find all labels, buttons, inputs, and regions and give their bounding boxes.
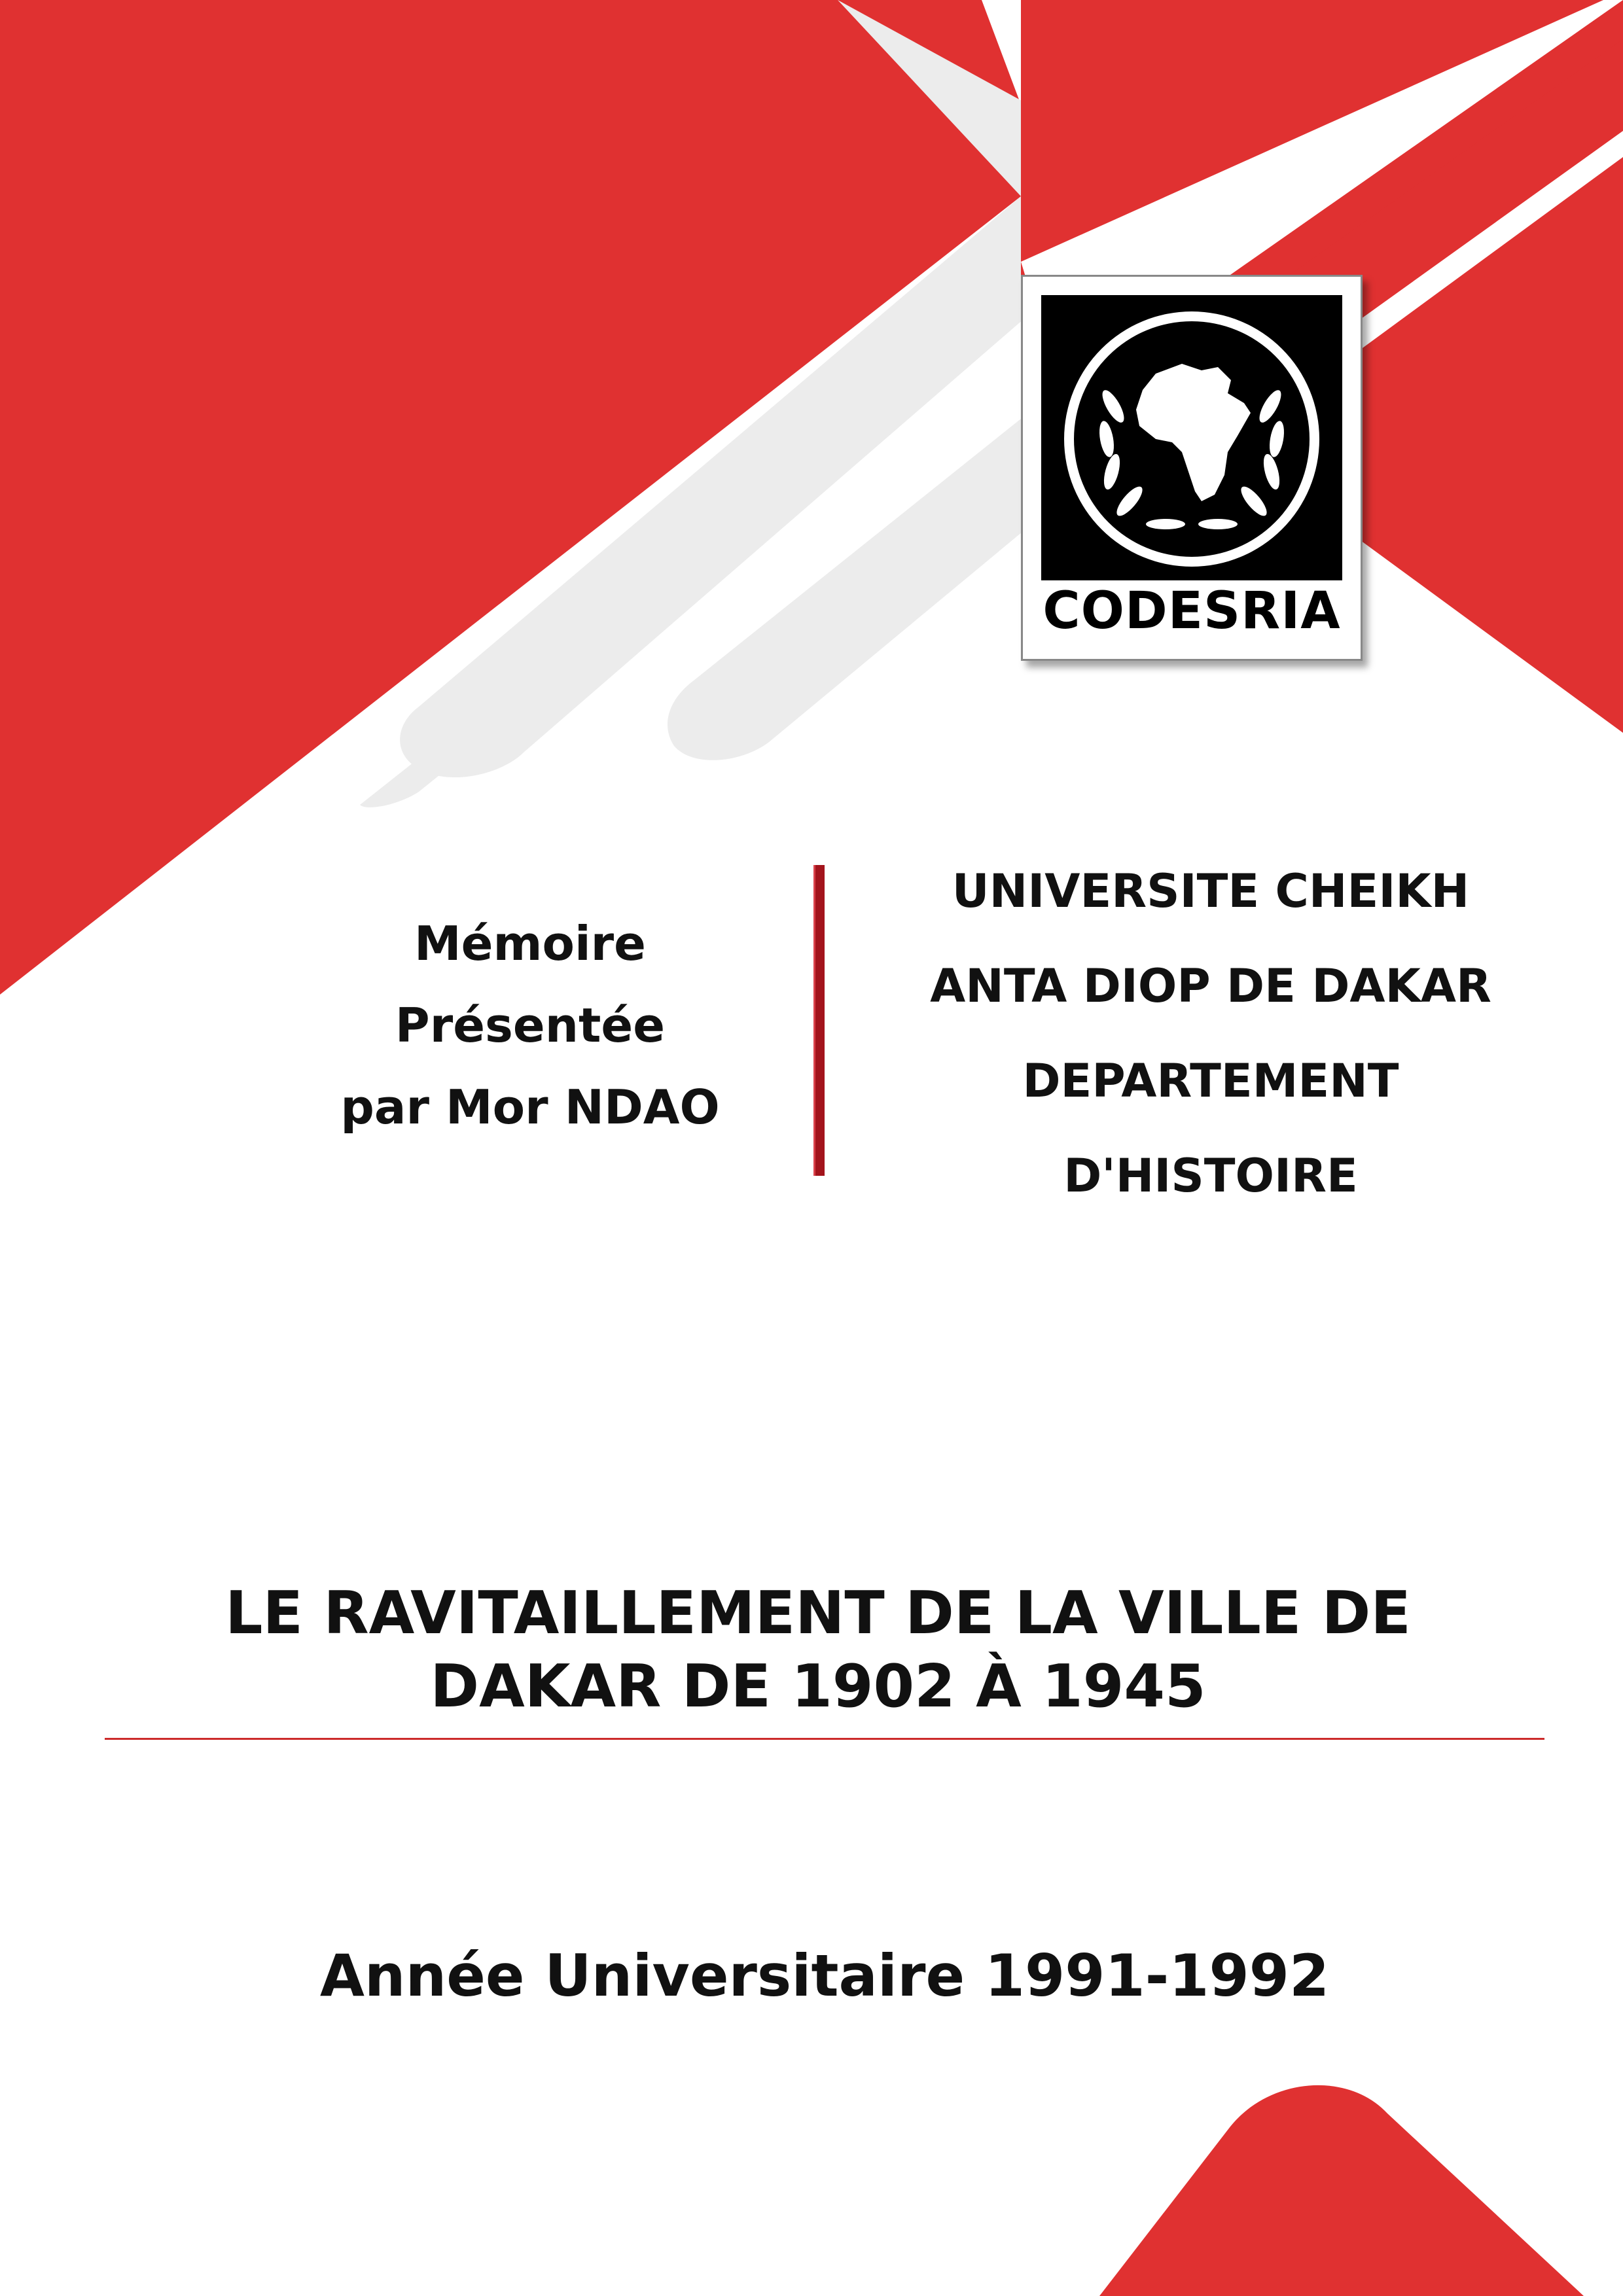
author-line-1: Mémoire (414, 916, 646, 971)
institution-line-2: ANTA DIOP DE DAKAR (930, 959, 1491, 1013)
thesis-title (105, 1577, 1531, 1723)
institution-block (864, 844, 1558, 1224)
codesria-wordmark: CODESRIA (1041, 580, 1342, 642)
institution-line-4: D'HISTOIRE (1063, 1149, 1358, 1203)
title-line-1: LE RAVITAILLEMENT DE LA VILLE DE (225, 1579, 1411, 1648)
author-line-3: par Mor NDAO (340, 1080, 720, 1135)
logo-inner (1041, 295, 1342, 642)
author-line-2: Présentée (395, 998, 666, 1053)
red-triangle-bottom-right (1099, 2085, 1584, 2296)
title-underline (105, 1738, 1544, 1740)
author-block (281, 903, 779, 1148)
institution-line-1: UNIVERSITE CHEIKH (952, 864, 1470, 918)
codesria-logo (1021, 275, 1363, 661)
africa-laurel-emblem (1041, 295, 1342, 576)
academic-year: Année Universitaire 1991-1992 (319, 1942, 1330, 2009)
institution-line-3: DEPARTEMENT (1022, 1054, 1399, 1108)
title-line-2: DAKAR DE 1902 À 1945 (430, 1652, 1206, 1721)
vertical-divider (813, 865, 825, 1176)
